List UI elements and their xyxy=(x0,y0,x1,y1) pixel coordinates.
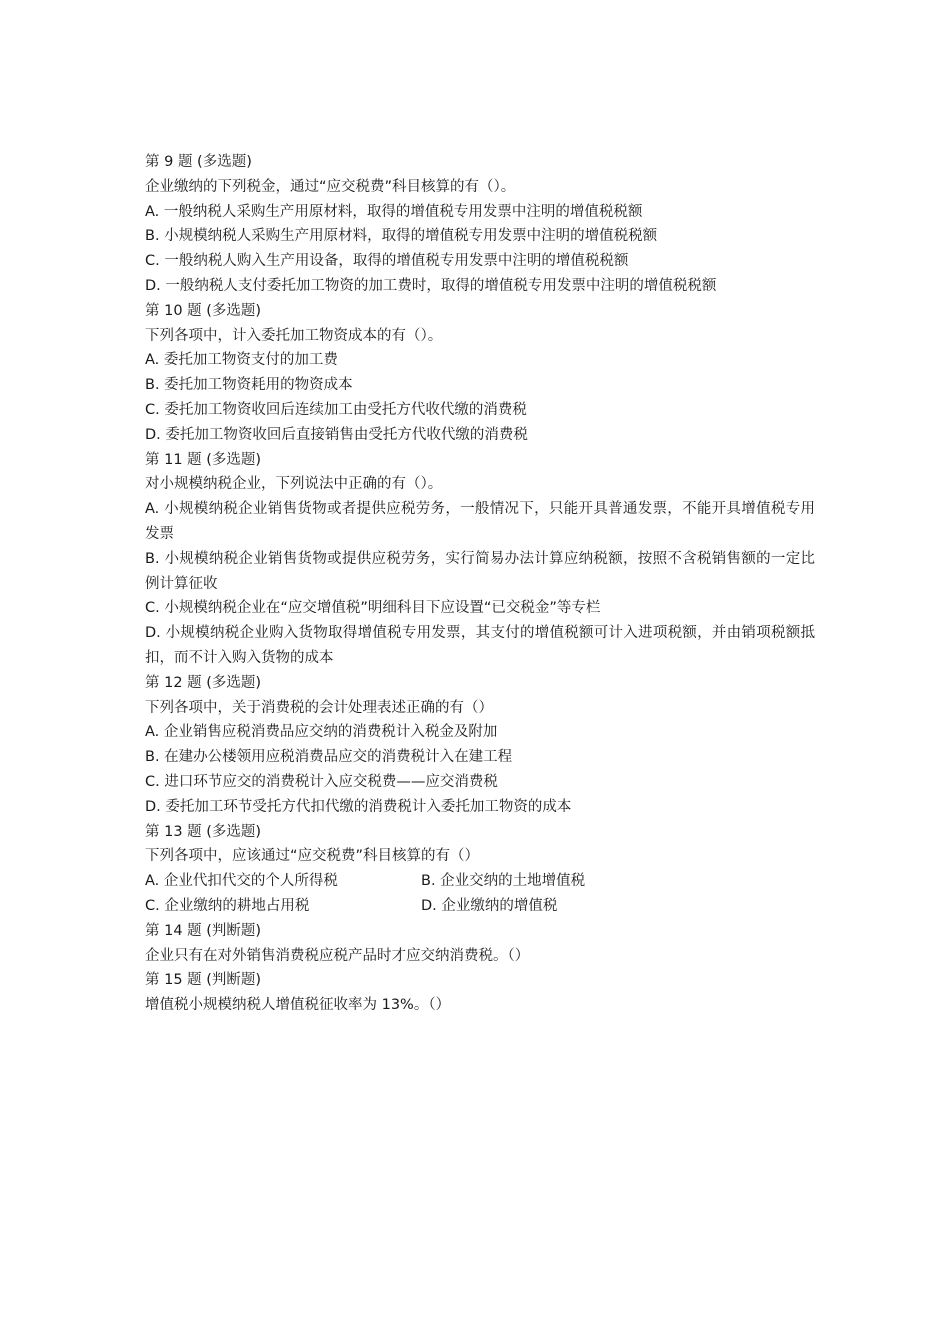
option-b: B. 企业交纳的土地增值税 xyxy=(421,873,586,890)
option-d: D. 企业缴纳的增值税 xyxy=(421,897,558,914)
option-b: B. 委托加工物资耗用的物资成本 xyxy=(145,377,353,394)
option-a: A. 企业销售应税消费品应交纳的消费税计入税金及附加 xyxy=(145,724,498,741)
option-d: D. 委托加工环节受托方代扣代缴的消费税计入委托加工物资的成本 xyxy=(145,798,572,815)
question-stem: 对小规模纳税企业，下列说法中正确的有（）。 xyxy=(145,476,443,493)
question-11 xyxy=(145,448,815,671)
option-c: C. 委托加工物资收回后连续加工由受托方代收代缴的消费税 xyxy=(145,401,527,418)
question-header: 第 15 题 (判断题) xyxy=(145,972,262,989)
option-a: A. 一般纳税人采购生产用原材料，取得的增值税专用发票中注明的增值税税额 xyxy=(145,203,643,220)
question-13 xyxy=(145,820,815,919)
question-9 xyxy=(145,150,815,299)
question-header: 第 9 题 (多选题) xyxy=(145,154,252,170)
document-page xyxy=(145,150,815,1018)
question-stem: 企业缴纳的下列税金，通过“应交税费”科目核算的有（）。 xyxy=(145,178,516,195)
options-row-2 xyxy=(145,894,815,919)
question-header: 第 12 题 (多选题) xyxy=(145,674,262,691)
question-stem: 下列各项中，计入委托加工物资成本的有（）。 xyxy=(145,327,443,344)
option-d: D. 一般纳税人支付委托加工物资的加工费时，取得的增值税专用发票中注明的增值税税额 xyxy=(145,277,717,294)
question-stem: 企业只有在对外销售消费税应税产品时才应交纳消费税。（） xyxy=(145,947,530,964)
question-stem: 下列各项中，关于消费税的会计处理表述正确的有（） xyxy=(145,699,493,716)
option-c: C. 进口环节应交的消费税计入应交税费——应交消费税 xyxy=(145,773,498,790)
option-c: C. 企业缴纳的耕地占用税 xyxy=(145,897,310,914)
option-b: B. 小规模纳税人采购生产用原材料，取得的增值税专用发票中注明的增值税税额 xyxy=(145,228,658,245)
option-b: B. 在建办公楼领用应税消费品应交的消费税计入在建工程 xyxy=(145,749,513,766)
question-10 xyxy=(145,299,815,448)
question-stem: 增值税小规模纳税人增值税征收率为 13%。（） xyxy=(145,997,451,1014)
option-b: B. 小规模纳税企业销售货物或提供应税劳务，实行简易办法计算应纳税额，按照不含税销售额的一定比例计算征收 xyxy=(145,550,815,592)
question-header: 第 14 题 (判断题) xyxy=(145,922,262,939)
question-header: 第 13 题 (多选题) xyxy=(145,823,262,840)
option-d: D. 委托加工物资收回后直接销售由受托方代收代缴的消费税 xyxy=(145,426,528,443)
option-a: A. 小规模纳税企业销售货物或者提供应税劳务，一般情况下，只能开具普通发票，不能开具增值税专用发票 xyxy=(145,501,815,542)
question-12 xyxy=(145,671,815,820)
question-header: 第 11 题 (多选题) xyxy=(145,451,262,468)
question-header: 第 10 题 (多选题) xyxy=(145,302,262,319)
question-stem: 下列各项中，应该通过“应交税费”科目核算的有（） xyxy=(145,848,480,865)
question-15 xyxy=(145,968,815,1018)
option-d: D. 小规模纳税企业购入货物取得增值税专用发票，其支付的增值税额可计入进项税额，并由销项税额抵扣，而不计入购入货物的成本 xyxy=(145,625,815,666)
option-a: A. 委托加工物资支付的加工费 xyxy=(145,352,338,369)
option-a: A. 企业代扣代交的个人所得税 xyxy=(145,873,338,890)
options-row-1 xyxy=(145,869,815,894)
option-c: C. 小规模纳税企业在“应交增值税”明细科目下应设置“已交税金”等专栏 xyxy=(145,600,601,617)
option-c: C. 一般纳税人购入生产用设备，取得的增值税专用发票中注明的增值税税额 xyxy=(145,253,629,270)
question-14 xyxy=(145,919,815,969)
